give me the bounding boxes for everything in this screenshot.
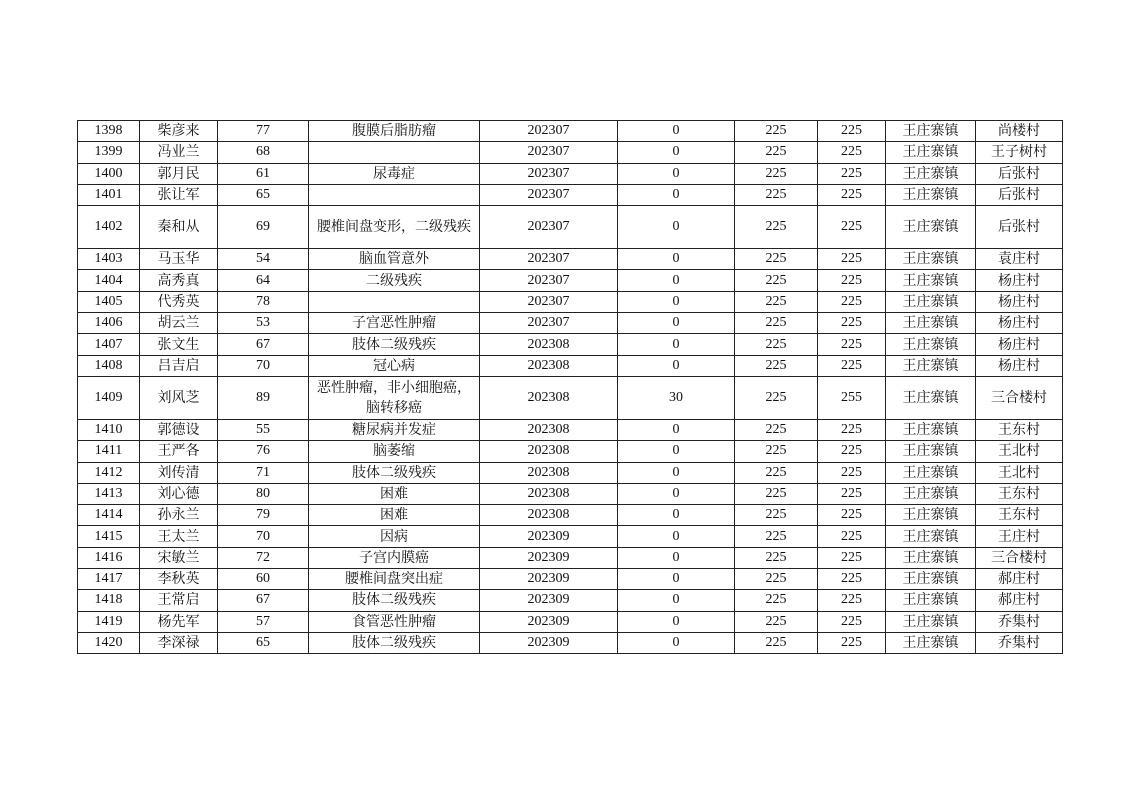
- cell-total-amount: 225: [818, 206, 886, 249]
- cell-base-amount: 225: [735, 462, 818, 483]
- cell-base-amount: 225: [735, 249, 818, 270]
- table-row: [78, 163, 1063, 184]
- cell-village: 杨庄村: [976, 334, 1063, 355]
- cell-total-amount: 225: [818, 334, 886, 355]
- cell-extra-amount: 0: [618, 547, 735, 568]
- cell-age: 65: [218, 632, 309, 653]
- cell-name: 代秀英: [140, 291, 218, 312]
- cell-serial-number: 1400: [78, 163, 140, 184]
- cell-total-amount: 225: [818, 163, 886, 184]
- cell-reason: 子宫恶性肿瘤: [309, 313, 480, 334]
- cell-serial-number: 1416: [78, 547, 140, 568]
- table-row: [78, 206, 1063, 249]
- cell-age: 53: [218, 313, 309, 334]
- cell-extra-amount: 0: [618, 419, 735, 440]
- cell-name: 刘传清: [140, 462, 218, 483]
- table-row: [78, 270, 1063, 291]
- cell-name: 王太兰: [140, 526, 218, 547]
- cell-village: 杨庄村: [976, 270, 1063, 291]
- cell-reason: 肢体二级残疾: [309, 462, 480, 483]
- cell-total-amount: 225: [818, 462, 886, 483]
- cell-serial-number: 1403: [78, 249, 140, 270]
- cell-reason: 腰椎间盘变形，二级残疾: [309, 206, 480, 249]
- cell-village: 王子树村: [976, 142, 1063, 163]
- cell-name: 宋敏兰: [140, 547, 218, 568]
- cell-name: 高秀真: [140, 270, 218, 291]
- table-row: [78, 462, 1063, 483]
- cell-age: 60: [218, 569, 309, 590]
- cell-town: 王庄寨镇: [886, 547, 976, 568]
- cell-total-amount: 225: [818, 249, 886, 270]
- cell-reason: [309, 142, 480, 163]
- cell-village: 乔集村: [976, 632, 1063, 653]
- cell-serial-number: 1405: [78, 291, 140, 312]
- cell-base-amount: 225: [735, 590, 818, 611]
- table-row: [78, 526, 1063, 547]
- cell-extra-amount: 0: [618, 526, 735, 547]
- cell-extra-amount: 0: [618, 483, 735, 504]
- cell-month: 202307: [480, 270, 618, 291]
- cell-reason: 困难: [309, 483, 480, 504]
- cell-reason: 肢体二级残疾: [309, 590, 480, 611]
- cell-extra-amount: 30: [618, 376, 735, 419]
- cell-base-amount: 225: [735, 547, 818, 568]
- cell-reason: [309, 184, 480, 205]
- cell-reason: 因病: [309, 526, 480, 547]
- cell-extra-amount: 0: [618, 142, 735, 163]
- cell-name: 王常启: [140, 590, 218, 611]
- cell-age: 57: [218, 611, 309, 632]
- cell-town: 王庄寨镇: [886, 483, 976, 504]
- cell-extra-amount: 0: [618, 270, 735, 291]
- cell-town: 王庄寨镇: [886, 291, 976, 312]
- cell-total-amount: 225: [818, 441, 886, 462]
- cell-total-amount: 225: [818, 313, 886, 334]
- cell-total-amount: 255: [818, 376, 886, 419]
- assistance-roster-table: [77, 120, 1063, 654]
- cell-town: 王庄寨镇: [886, 163, 976, 184]
- table-row: [78, 611, 1063, 632]
- cell-age: 69: [218, 206, 309, 249]
- cell-serial-number: 1406: [78, 313, 140, 334]
- cell-extra-amount: 0: [618, 632, 735, 653]
- cell-serial-number: 1399: [78, 142, 140, 163]
- cell-age: 67: [218, 334, 309, 355]
- cell-name: 秦和从: [140, 206, 218, 249]
- table-row: [78, 632, 1063, 653]
- cell-total-amount: 225: [818, 419, 886, 440]
- cell-age: 68: [218, 142, 309, 163]
- cell-village: 郝庄村: [976, 569, 1063, 590]
- cell-month: 202308: [480, 376, 618, 419]
- cell-month: 202309: [480, 590, 618, 611]
- cell-name: 杨先军: [140, 611, 218, 632]
- cell-serial-number: 1418: [78, 590, 140, 611]
- cell-serial-number: 1411: [78, 441, 140, 462]
- cell-name: 孙永兰: [140, 505, 218, 526]
- cell-town: 王庄寨镇: [886, 526, 976, 547]
- cell-extra-amount: 0: [618, 462, 735, 483]
- cell-extra-amount: 0: [618, 163, 735, 184]
- cell-extra-amount: 0: [618, 569, 735, 590]
- cell-base-amount: 225: [735, 121, 818, 142]
- table-row: [78, 355, 1063, 376]
- cell-age: 67: [218, 590, 309, 611]
- cell-base-amount: 225: [735, 313, 818, 334]
- cell-reason: 脑萎缩: [309, 441, 480, 462]
- cell-town: 王庄寨镇: [886, 462, 976, 483]
- cell-extra-amount: 0: [618, 291, 735, 312]
- cell-total-amount: 225: [818, 505, 886, 526]
- cell-base-amount: 225: [735, 270, 818, 291]
- cell-month: 202308: [480, 462, 618, 483]
- cell-reason: 困难: [309, 505, 480, 526]
- cell-name: 马玉华: [140, 249, 218, 270]
- cell-village: 三合楼村: [976, 376, 1063, 419]
- cell-total-amount: 225: [818, 483, 886, 504]
- cell-age: 78: [218, 291, 309, 312]
- cell-base-amount: 225: [735, 355, 818, 376]
- cell-reason: 恶性肿瘤，非小细胞癌，脑转移癌: [309, 376, 480, 419]
- cell-age: 80: [218, 483, 309, 504]
- cell-town: 王庄寨镇: [886, 611, 976, 632]
- cell-month: 202307: [480, 121, 618, 142]
- cell-village: 后张村: [976, 163, 1063, 184]
- cell-reason: 糖尿病并发症: [309, 419, 480, 440]
- cell-month: 202308: [480, 355, 618, 376]
- cell-name: 张文生: [140, 334, 218, 355]
- table-row: [78, 142, 1063, 163]
- cell-total-amount: 225: [818, 270, 886, 291]
- cell-town: 王庄寨镇: [886, 142, 976, 163]
- table-row: [78, 121, 1063, 142]
- cell-town: 王庄寨镇: [886, 249, 976, 270]
- cell-village: 杨庄村: [976, 313, 1063, 334]
- cell-town: 王庄寨镇: [886, 632, 976, 653]
- cell-month: 202307: [480, 291, 618, 312]
- cell-town: 王庄寨镇: [886, 419, 976, 440]
- cell-serial-number: 1402: [78, 206, 140, 249]
- cell-town: 王庄寨镇: [886, 441, 976, 462]
- cell-base-amount: 225: [735, 441, 818, 462]
- table-row: [78, 441, 1063, 462]
- cell-name: 李深禄: [140, 632, 218, 653]
- cell-name: 吕吉启: [140, 355, 218, 376]
- cell-base-amount: 225: [735, 611, 818, 632]
- cell-month: 202308: [480, 441, 618, 462]
- cell-village: 王北村: [976, 462, 1063, 483]
- cell-town: 王庄寨镇: [886, 206, 976, 249]
- cell-month: 202307: [480, 249, 618, 270]
- cell-reason: 冠心病: [309, 355, 480, 376]
- cell-name: 郭月民: [140, 163, 218, 184]
- cell-base-amount: 225: [735, 142, 818, 163]
- cell-month: 202309: [480, 526, 618, 547]
- cell-age: 71: [218, 462, 309, 483]
- cell-extra-amount: 0: [618, 249, 735, 270]
- cell-name: 张让军: [140, 184, 218, 205]
- cell-month: 202308: [480, 505, 618, 526]
- cell-name: 刘风芝: [140, 376, 218, 419]
- cell-base-amount: 225: [735, 376, 818, 419]
- cell-month: 202309: [480, 611, 618, 632]
- table-row: [78, 291, 1063, 312]
- table-row: [78, 483, 1063, 504]
- cell-month: 202307: [480, 313, 618, 334]
- cell-extra-amount: 0: [618, 505, 735, 526]
- cell-village: 杨庄村: [976, 291, 1063, 312]
- cell-name: 王严各: [140, 441, 218, 462]
- table-row: [78, 184, 1063, 205]
- cell-extra-amount: 0: [618, 355, 735, 376]
- cell-age: 64: [218, 270, 309, 291]
- cell-village: 郝庄村: [976, 590, 1063, 611]
- cell-name: 刘心德: [140, 483, 218, 504]
- cell-village: 王东村: [976, 483, 1063, 504]
- cell-serial-number: 1420: [78, 632, 140, 653]
- cell-extra-amount: 0: [618, 313, 735, 334]
- cell-month: 202307: [480, 163, 618, 184]
- cell-month: 202308: [480, 334, 618, 355]
- cell-extra-amount: 0: [618, 334, 735, 355]
- cell-base-amount: 225: [735, 569, 818, 590]
- cell-month: 202308: [480, 419, 618, 440]
- table-row: [78, 376, 1063, 419]
- cell-serial-number: 1410: [78, 419, 140, 440]
- cell-extra-amount: 0: [618, 590, 735, 611]
- cell-serial-number: 1398: [78, 121, 140, 142]
- cell-age: 76: [218, 441, 309, 462]
- cell-age: 89: [218, 376, 309, 419]
- cell-total-amount: 225: [818, 355, 886, 376]
- cell-village: 王北村: [976, 441, 1063, 462]
- cell-village: 乔集村: [976, 611, 1063, 632]
- cell-age: 70: [218, 355, 309, 376]
- cell-name: 冯业兰: [140, 142, 218, 163]
- cell-serial-number: 1412: [78, 462, 140, 483]
- table-row: [78, 590, 1063, 611]
- cell-reason: [309, 291, 480, 312]
- cell-month: 202307: [480, 206, 618, 249]
- cell-age: 54: [218, 249, 309, 270]
- cell-reason: 腹膜后脂肪瘤: [309, 121, 480, 142]
- cell-total-amount: 225: [818, 611, 886, 632]
- cell-age: 79: [218, 505, 309, 526]
- cell-village: 三合楼村: [976, 547, 1063, 568]
- cell-town: 王庄寨镇: [886, 376, 976, 419]
- cell-town: 王庄寨镇: [886, 270, 976, 291]
- cell-extra-amount: 0: [618, 184, 735, 205]
- cell-base-amount: 225: [735, 163, 818, 184]
- table-body: [78, 121, 1063, 654]
- cell-extra-amount: 0: [618, 611, 735, 632]
- cell-month: 202309: [480, 547, 618, 568]
- cell-total-amount: 225: [818, 590, 886, 611]
- cell-month: 202309: [480, 569, 618, 590]
- cell-town: 王庄寨镇: [886, 569, 976, 590]
- table-row: [78, 569, 1063, 590]
- cell-town: 王庄寨镇: [886, 313, 976, 334]
- cell-village: 杨庄村: [976, 355, 1063, 376]
- cell-base-amount: 225: [735, 419, 818, 440]
- cell-month: 202307: [480, 184, 618, 205]
- table-row: [78, 505, 1063, 526]
- cell-total-amount: 225: [818, 121, 886, 142]
- cell-name: 胡云兰: [140, 313, 218, 334]
- cell-town: 王庄寨镇: [886, 355, 976, 376]
- cell-age: 70: [218, 526, 309, 547]
- cell-serial-number: 1417: [78, 569, 140, 590]
- cell-base-amount: 225: [735, 505, 818, 526]
- table-row: [78, 334, 1063, 355]
- cell-town: 王庄寨镇: [886, 184, 976, 205]
- cell-base-amount: 225: [735, 632, 818, 653]
- cell-village: 王东村: [976, 419, 1063, 440]
- cell-base-amount: 225: [735, 483, 818, 504]
- cell-village: 尚楼村: [976, 121, 1063, 142]
- cell-town: 王庄寨镇: [886, 505, 976, 526]
- cell-month: 202307: [480, 142, 618, 163]
- cell-reason: 二级残疾: [309, 270, 480, 291]
- cell-village: 后张村: [976, 206, 1063, 249]
- cell-reason: 食管恶性肿瘤: [309, 611, 480, 632]
- cell-month: 202309: [480, 632, 618, 653]
- cell-town: 王庄寨镇: [886, 590, 976, 611]
- cell-total-amount: 225: [818, 184, 886, 205]
- cell-serial-number: 1419: [78, 611, 140, 632]
- cell-town: 王庄寨镇: [886, 334, 976, 355]
- cell-total-amount: 225: [818, 291, 886, 312]
- cell-total-amount: 225: [818, 547, 886, 568]
- cell-reason: 子宫内膜癌: [309, 547, 480, 568]
- cell-age: 55: [218, 419, 309, 440]
- cell-serial-number: 1414: [78, 505, 140, 526]
- cell-serial-number: 1415: [78, 526, 140, 547]
- table-row: [78, 419, 1063, 440]
- cell-serial-number: 1408: [78, 355, 140, 376]
- table-row: [78, 249, 1063, 270]
- cell-name: 郭德设: [140, 419, 218, 440]
- table-row: [78, 547, 1063, 568]
- cell-age: 72: [218, 547, 309, 568]
- cell-name: 柴彦来: [140, 121, 218, 142]
- cell-month: 202308: [480, 483, 618, 504]
- cell-base-amount: 225: [735, 334, 818, 355]
- cell-age: 77: [218, 121, 309, 142]
- cell-village: 袁庄村: [976, 249, 1063, 270]
- cell-extra-amount: 0: [618, 121, 735, 142]
- cell-serial-number: 1413: [78, 483, 140, 504]
- cell-base-amount: 225: [735, 291, 818, 312]
- cell-total-amount: 225: [818, 569, 886, 590]
- cell-total-amount: 225: [818, 526, 886, 547]
- cell-reason: 脑血管意外: [309, 249, 480, 270]
- cell-total-amount: 225: [818, 142, 886, 163]
- cell-town: 王庄寨镇: [886, 121, 976, 142]
- cell-village: 王东村: [976, 505, 1063, 526]
- cell-base-amount: 225: [735, 206, 818, 249]
- cell-extra-amount: 0: [618, 206, 735, 249]
- cell-reason: 腰椎间盘突出症: [309, 569, 480, 590]
- cell-village: 后张村: [976, 184, 1063, 205]
- cell-age: 61: [218, 163, 309, 184]
- cell-serial-number: 1409: [78, 376, 140, 419]
- cell-name: 李秋英: [140, 569, 218, 590]
- cell-base-amount: 225: [735, 526, 818, 547]
- cell-reason: 肢体二级残疾: [309, 334, 480, 355]
- cell-serial-number: 1401: [78, 184, 140, 205]
- cell-serial-number: 1404: [78, 270, 140, 291]
- cell-base-amount: 225: [735, 184, 818, 205]
- cell-serial-number: 1407: [78, 334, 140, 355]
- cell-reason: 尿毒症: [309, 163, 480, 184]
- cell-village: 王庄村: [976, 526, 1063, 547]
- cell-total-amount: 225: [818, 632, 886, 653]
- cell-age: 65: [218, 184, 309, 205]
- table-row: [78, 313, 1063, 334]
- cell-extra-amount: 0: [618, 441, 735, 462]
- cell-reason: 肢体二级残疾: [309, 632, 480, 653]
